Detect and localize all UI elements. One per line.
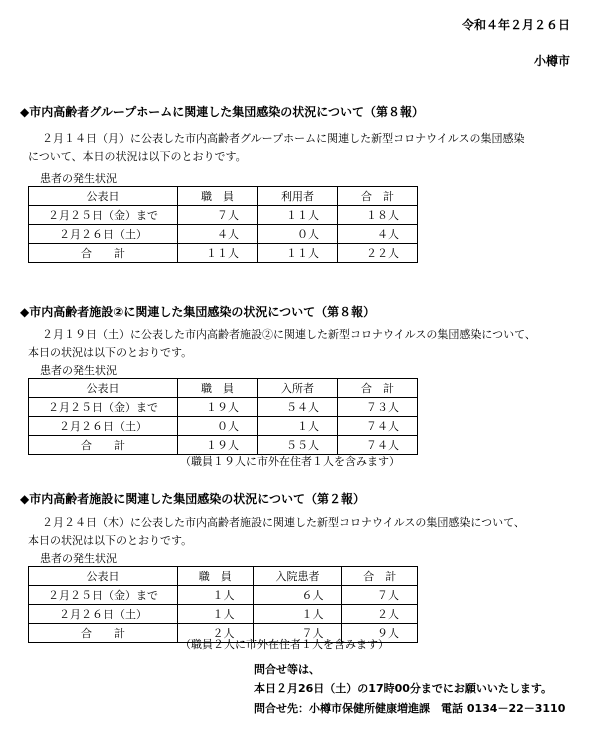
table-header-cell: 入院患者	[253, 567, 342, 586]
table-total-row	[29, 436, 418, 455]
section-3-sublabel: 患者の発生状況	[40, 552, 117, 565]
section-2-note: （職員１９人に市外在住者１人を含みます）	[180, 455, 400, 468]
table-header-cell: 公表日	[29, 187, 178, 206]
table-header-cell: 公表日	[29, 567, 178, 586]
contact-deadline: 本日２月26日（土）の17時00分までにお願いいたします。	[254, 682, 553, 695]
table-cell: ２月２６日（土）	[29, 417, 178, 436]
table-cell: ２月２６日（土）	[29, 225, 178, 244]
table-row	[29, 417, 418, 436]
table-cell: １８人	[338, 206, 418, 225]
table-cell: ７３人	[338, 398, 418, 417]
table-cell: 合 計	[29, 244, 178, 263]
document-date: 令和４年２月２６日	[461, 18, 570, 32]
table-header-cell: 職 員	[178, 379, 258, 398]
table-cell: ９人	[342, 624, 418, 643]
section-2-body	[28, 326, 576, 362]
table-header-cell: 職 員	[178, 187, 258, 206]
organization-name: 小樽市	[533, 54, 570, 68]
contact-intro: 問合せ等は、	[254, 663, 320, 676]
table-row	[29, 586, 418, 605]
section-1-table	[28, 186, 418, 263]
table-cell: 合 計	[29, 436, 178, 455]
section-3-table	[28, 566, 418, 643]
table-row	[29, 398, 418, 417]
table-cell: ７人	[178, 206, 258, 225]
table-cell: ５４人	[258, 398, 338, 417]
table-header-row	[29, 379, 418, 398]
table-cell: ２人	[342, 605, 418, 624]
table-row	[29, 225, 418, 244]
table-cell: ０人	[258, 225, 338, 244]
table-header-cell: 公表日	[29, 379, 178, 398]
table-cell: １９人	[178, 436, 258, 455]
table-header-cell: 職 員	[178, 567, 254, 586]
table-cell: ５５人	[258, 436, 338, 455]
table-header-cell: 合 計	[338, 379, 418, 398]
table-header-cell: 合 計	[338, 187, 418, 206]
table-cell: ７人	[253, 624, 342, 643]
section-3-heading: ◆市内高齢者施設に関連した集団感染の状況について（第２報）	[20, 492, 365, 506]
table-total-row	[29, 244, 418, 263]
table-header-row	[29, 187, 418, 206]
section-1-heading: ◆市内高齢者グループホームに関連した集団感染の状況について（第８報）	[20, 105, 425, 119]
table-cell: ７４人	[338, 417, 418, 436]
section-1-line-1: ２月１４日（月）に公表した市内高齢者グループホームに関連した新型コロナウイルスの集団感染	[42, 132, 525, 145]
section-2-line-2: 本日の状況は以下のとおりです。	[28, 346, 193, 359]
table-cell: ２月２６日（土）	[29, 605, 178, 624]
table-cell: １人	[258, 417, 338, 436]
table-cell: １１人	[178, 244, 258, 263]
table-cell: ０人	[178, 417, 258, 436]
section-3-line-1: ２月２４日（木）に公表した市内高齢者施設に関連した新型コロナウイルスの集団感染について、	[42, 516, 525, 529]
section-3-note: （職員２人に市外在住者１人を含みます）	[180, 638, 389, 651]
table-cell: ２人	[178, 624, 254, 643]
section-2-table	[28, 378, 418, 455]
table-cell: １１人	[258, 206, 338, 225]
table-row	[29, 605, 418, 624]
table-cell: ２月２５日（金）まで	[29, 398, 178, 417]
table-header-cell: 利用者	[258, 187, 338, 206]
table-cell: ２月２５日（金）まで	[29, 206, 178, 225]
table-cell: １人	[253, 605, 342, 624]
table-header-cell: 入所者	[258, 379, 338, 398]
table-cell: ４人	[338, 225, 418, 244]
table-header-cell: 合 計	[342, 567, 418, 586]
table-cell: １１人	[258, 244, 338, 263]
section-2-sublabel: 患者の発生状況	[40, 364, 117, 377]
section-3-body	[28, 514, 576, 550]
section-2-line-1: ２月１９日（土）に公表した市内高齢者施設②に関連した新型コロナウイルスの集団感染について、	[42, 328, 536, 341]
table-cell: ４人	[178, 225, 258, 244]
table-cell: １人	[178, 605, 254, 624]
table-header-row	[29, 567, 418, 586]
section-1-sublabel: 患者の発生状況	[40, 172, 117, 185]
table-cell: ７人	[342, 586, 418, 605]
table-cell: ２月２５日（金）まで	[29, 586, 178, 605]
section-1-line-2: について、本日の状況は以下のとおりです。	[28, 150, 247, 163]
table-cell: １人	[178, 586, 254, 605]
section-2-heading: ◆市内高齢者施設②に関連した集団感染の状況について（第８報）	[20, 305, 376, 319]
table-cell: 合 計	[29, 624, 178, 643]
section-3-line-2: 本日の状況は以下のとおりです。	[28, 534, 193, 547]
table-cell: １９人	[178, 398, 258, 417]
table-cell: ２２人	[338, 244, 418, 263]
table-cell: ７４人	[338, 436, 418, 455]
section-1-body	[28, 130, 576, 166]
table-cell: ６人	[253, 586, 342, 605]
contact-info: 問合せ先：小樽市保健所健康増進課 電話 0134－22－3110	[254, 702, 566, 715]
table-row	[29, 206, 418, 225]
